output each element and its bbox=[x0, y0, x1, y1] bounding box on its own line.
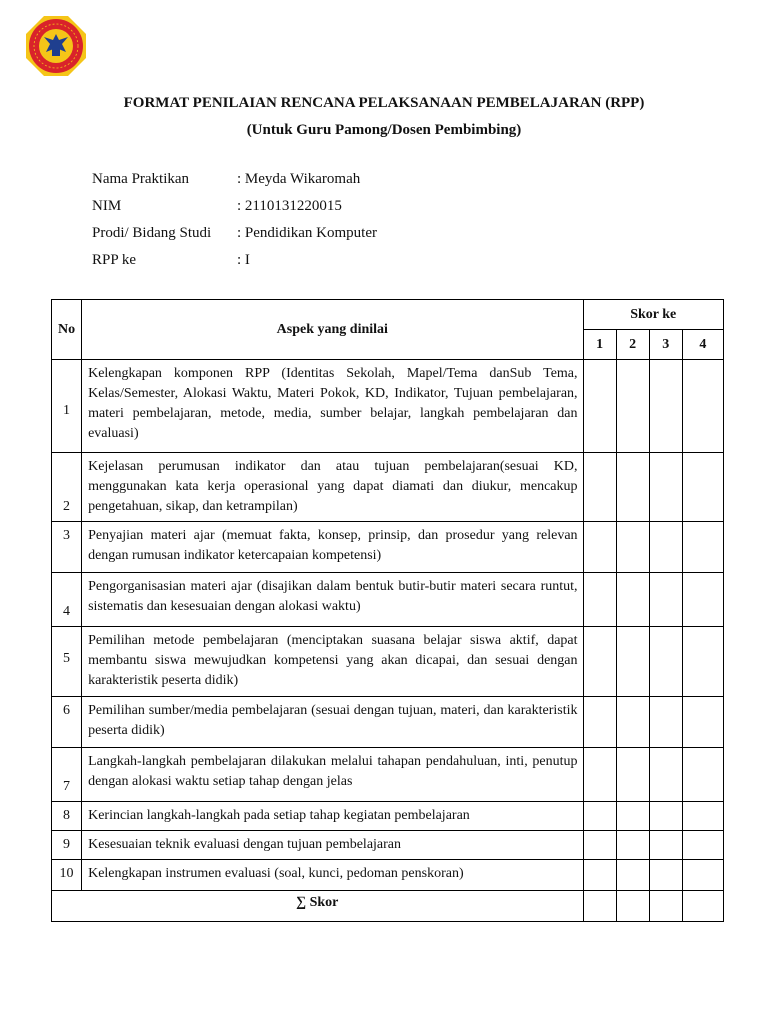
page-subtitle: (Untuk Guru Pamong/Dosen Pembimbing) bbox=[246, 122, 522, 138]
score-cell[interactable] bbox=[682, 831, 723, 860]
info-value: : Pendidikan Komputer bbox=[237, 225, 377, 241]
aspect-text: Pemilihan sumber/media pembelajaran (sesuai dengan tujuan, materi, dan karakteristik peserta didik) bbox=[82, 697, 583, 748]
aspect-text: Kelengkapan instrumen evaluasi (soal, kunci, pedoman penskoran) bbox=[82, 860, 583, 891]
score-cell[interactable] bbox=[682, 802, 723, 831]
score-cell[interactable] bbox=[682, 573, 723, 627]
aspect-text: Langkah-langkah pembelajaran dilakukan melalui tahapan pendahuluan, inti, penutup dengan alokasi waktu setiap tahap dengan jelas bbox=[82, 748, 583, 802]
score-cell[interactable] bbox=[649, 831, 682, 860]
total-row bbox=[52, 891, 724, 922]
table-row bbox=[52, 453, 724, 522]
aspect-text: Pengorganisasian materi ajar (disajikan dalam bentuk butir-butir materi secara runtut, sistematis dan kesesuaian dengan alokasi waktu) bbox=[82, 573, 583, 627]
score-cell[interactable] bbox=[682, 522, 723, 573]
score-cell[interactable] bbox=[649, 627, 682, 697]
score-cell[interactable] bbox=[583, 522, 616, 573]
university-seal-icon bbox=[24, 14, 88, 78]
table-row bbox=[52, 831, 724, 860]
score-cell[interactable] bbox=[583, 627, 616, 697]
info-row-name bbox=[92, 171, 377, 198]
table-row bbox=[52, 573, 724, 627]
score-cell[interactable] bbox=[649, 697, 682, 748]
total-score-cell[interactable] bbox=[649, 891, 682, 922]
info-label: Nama Praktikan bbox=[92, 171, 190, 187]
score-cell[interactable] bbox=[616, 831, 649, 860]
score-cell[interactable] bbox=[682, 360, 723, 453]
info-row-prodi bbox=[92, 225, 377, 252]
info-label: NIM bbox=[92, 198, 122, 214]
row-number: 7 bbox=[52, 748, 82, 802]
score-cell[interactable] bbox=[616, 627, 649, 697]
score-cell[interactable] bbox=[682, 860, 723, 891]
score-column-1: 1 bbox=[583, 330, 616, 360]
table-row bbox=[52, 360, 724, 453]
aspect-text: Kelengkapan komponen RPP (Identitas Sekolah, Mapel/Tema danSub Tema, Kelas/Semester, Alokasi Waktu, Materi Pokok, KD, Indikator, Tujuan pembelajaran, materi pembelajaran, metode, media, sumber belajar, langkah pembelajaran dan evaluasi) bbox=[82, 360, 583, 453]
info-value: : I bbox=[237, 252, 250, 268]
assessment-table bbox=[51, 299, 724, 922]
total-score-label: ∑ Skor bbox=[52, 891, 584, 922]
row-number: 5 bbox=[52, 627, 82, 697]
aspect-text: Kejelasan perumusan indikator dan atau tujuan pembelajaran(sesuai KD, menggunakan kata kerja operasional yang dapat diamati dan diukur, mencakup pengetahuan, sikap, dan ketrampilan) bbox=[82, 453, 583, 522]
row-number: 2 bbox=[52, 453, 82, 522]
info-label: RPP ke bbox=[92, 252, 137, 268]
score-cell[interactable] bbox=[649, 860, 682, 891]
score-column-4: 4 bbox=[682, 330, 723, 360]
info-row-nim bbox=[92, 198, 377, 225]
table-row bbox=[52, 522, 724, 573]
info-value: : 2110131220015 bbox=[237, 198, 342, 214]
score-cell[interactable] bbox=[583, 748, 616, 802]
total-score-cell[interactable] bbox=[682, 891, 723, 922]
total-score-cell[interactable] bbox=[616, 891, 649, 922]
column-header-aspect: Aspek yang dinilai bbox=[82, 300, 583, 360]
aspect-text: Kesesuaian teknik evaluasi dengan tujuan pembelajaran bbox=[82, 831, 583, 860]
score-column-3: 3 bbox=[649, 330, 682, 360]
score-cell[interactable] bbox=[616, 522, 649, 573]
info-label: Prodi/ Bidang Studi bbox=[92, 225, 212, 241]
score-cell[interactable] bbox=[682, 453, 723, 522]
score-cell[interactable] bbox=[616, 860, 649, 891]
aspect-text: Pemilihan metode pembelajaran (menciptakan suasana belajar siswa aktif, dapat membantu siswa mewujudkan kompetensi yang akan dicapai, dan sesuai dengan karakteristik peserta didik) bbox=[82, 627, 583, 697]
column-header-score: Skor ke bbox=[583, 300, 723, 330]
score-cell[interactable] bbox=[649, 748, 682, 802]
score-cell[interactable] bbox=[616, 802, 649, 831]
row-number: 8 bbox=[52, 802, 82, 831]
table-row bbox=[52, 697, 724, 748]
score-cell[interactable] bbox=[616, 453, 649, 522]
row-number: 4 bbox=[52, 573, 82, 627]
total-score-cell[interactable] bbox=[583, 891, 616, 922]
row-number: 10 bbox=[52, 860, 82, 891]
score-cell[interactable] bbox=[583, 831, 616, 860]
column-header-no: No bbox=[52, 300, 82, 360]
score-cell[interactable] bbox=[583, 860, 616, 891]
table-row bbox=[52, 860, 724, 891]
info-row-rpp bbox=[92, 252, 377, 279]
aspect-text: Penyajian materi ajar (memuat fakta, konsep, prinsip, dan prosedur yang relevan dengan rumusan indikator ketercapaian kompetensi) bbox=[82, 522, 583, 573]
score-column-2: 2 bbox=[616, 330, 649, 360]
table-row bbox=[52, 748, 724, 802]
score-cell[interactable] bbox=[682, 697, 723, 748]
score-cell[interactable] bbox=[649, 522, 682, 573]
score-cell[interactable] bbox=[649, 573, 682, 627]
aspect-text: Kerincian langkah-langkah pada setiap tahap kegiatan pembelajaran bbox=[82, 802, 583, 831]
score-cell[interactable] bbox=[583, 453, 616, 522]
score-cell[interactable] bbox=[583, 360, 616, 453]
score-cell[interactable] bbox=[583, 802, 616, 831]
table-row bbox=[52, 627, 724, 697]
score-cell[interactable] bbox=[649, 802, 682, 831]
score-cell[interactable] bbox=[616, 748, 649, 802]
row-number: 1 bbox=[52, 360, 82, 453]
score-cell[interactable] bbox=[616, 573, 649, 627]
score-cell[interactable] bbox=[682, 627, 723, 697]
score-cell[interactable] bbox=[616, 697, 649, 748]
page-title: FORMAT PENILAIAN RENCANA PELAKSANAAN PEMBELAJARAN (RPP) bbox=[123, 95, 645, 111]
score-cell[interactable] bbox=[616, 360, 649, 453]
student-info bbox=[92, 171, 377, 279]
row-number: 9 bbox=[52, 831, 82, 860]
score-cell[interactable] bbox=[682, 748, 723, 802]
score-cell[interactable] bbox=[583, 697, 616, 748]
row-number: 6 bbox=[52, 697, 82, 748]
info-value: : Meyda Wikaromah bbox=[237, 171, 361, 187]
score-cell[interactable] bbox=[583, 573, 616, 627]
score-cell[interactable] bbox=[649, 360, 682, 453]
table-row bbox=[52, 802, 724, 831]
score-cell[interactable] bbox=[649, 453, 682, 522]
row-number: 3 bbox=[52, 522, 82, 573]
